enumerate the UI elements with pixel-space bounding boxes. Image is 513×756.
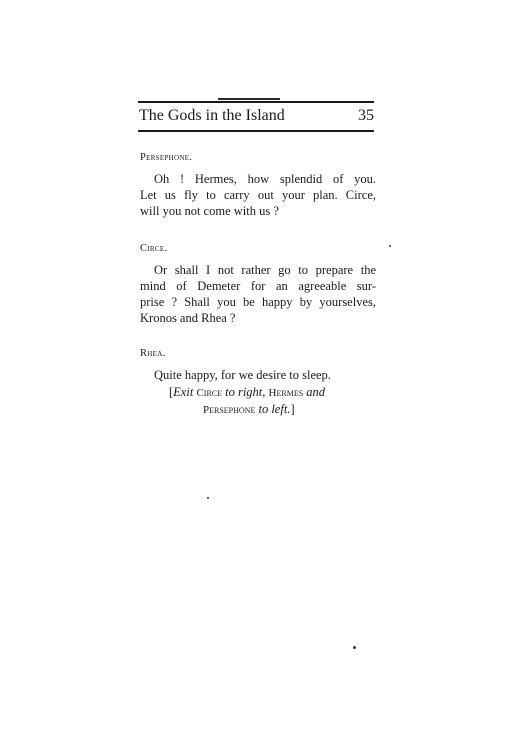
speaker-name: Persephone. (140, 152, 193, 163)
speech-line: Quite happy, for we desire to sleep. (154, 368, 331, 382)
speech-text (140, 367, 376, 383)
scan-speck (353, 646, 356, 649)
top-rule-mark (218, 98, 280, 100)
stage-direction-line-1 (169, 384, 325, 401)
speech-line: Oh ! Hermes, how splendid of you. (154, 172, 376, 186)
speech-line: prise ? Shall you be happy by yourselves, (140, 295, 376, 309)
scan-speck (389, 245, 391, 247)
speech-line: Let us fly to carry out your plan. Circe, (140, 188, 376, 202)
speech-text (140, 262, 376, 326)
header-top-rule (138, 101, 374, 103)
running-head (139, 105, 374, 127)
scan-speck (207, 497, 209, 499)
speech-text (140, 171, 376, 219)
header-bottom-rule (138, 130, 374, 132)
speech-line: mind of Demeter for an agreeable sur- (140, 279, 376, 293)
bracket-close: ] (290, 402, 295, 416)
sd-persephone: Persephone (203, 404, 256, 416)
page-number: 35 (358, 107, 374, 124)
sd-circe: Circe (196, 387, 222, 399)
sd-to-right: to right, (225, 385, 266, 399)
speech-line: will you not come with us ? (140, 204, 279, 218)
speaker-name: Rhea. (140, 348, 166, 359)
running-head-title: The Gods in the Island (139, 107, 285, 124)
sd-and: and (306, 385, 326, 399)
stage-direction-line-2 (203, 401, 295, 418)
sd-hermes: Hermes (268, 387, 304, 399)
speech-persephone (140, 150, 376, 219)
speech-rhea (140, 346, 376, 383)
speech-line: Or shall I not rather go to prepare the (154, 263, 376, 277)
bracket-open: [ (169, 385, 174, 399)
sd-exit: Exit (173, 385, 194, 399)
speech-circe (140, 241, 376, 326)
sd-to-left: to left. (258, 402, 291, 416)
speech-line: Kronos and Rhea ? (140, 311, 236, 325)
speaker-name: Circe. (140, 243, 168, 254)
